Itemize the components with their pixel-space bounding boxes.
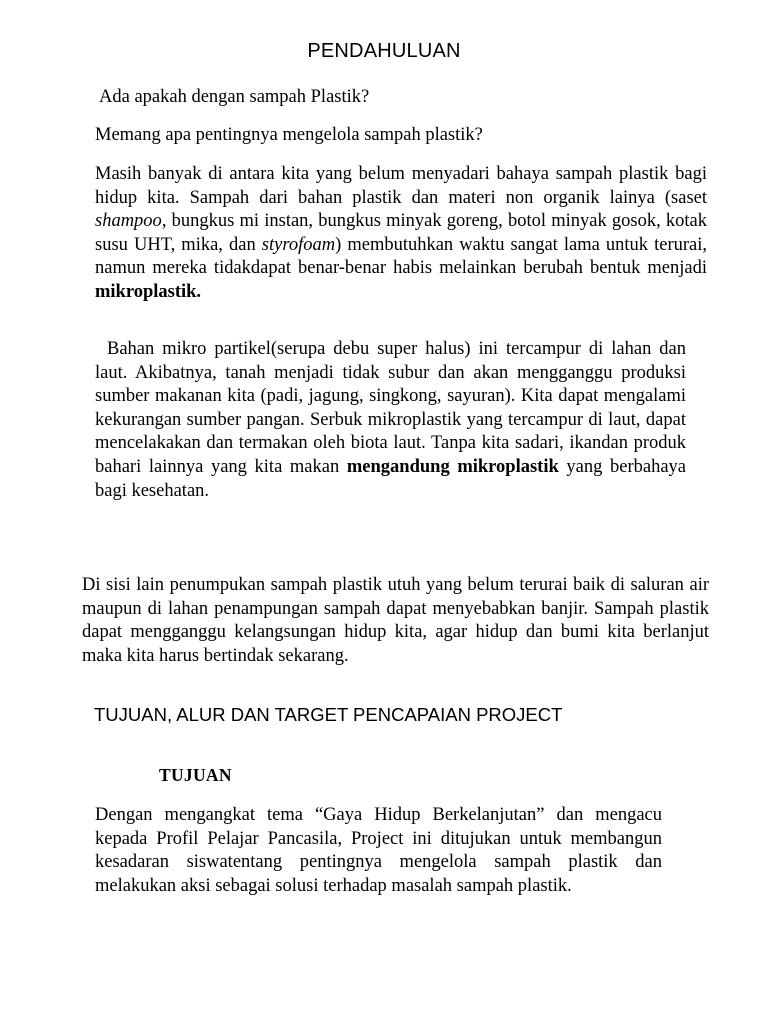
paragraph-microplastic [95, 338, 686, 503]
paragraph-intro-text-a: Masih banyak di antara kita yang belum menyadari bahaya sampah plastik bagi hidup kita. Sampah dari bahan plastik dan materi non organik lainya (saset [95, 164, 707, 208]
paragraph-intro-italic-shampoo: shampoo [95, 211, 162, 232]
page-title: PENDAHULUAN [307, 40, 461, 62]
paragraph-intro-text-b: , bungkus mi instan, bungkus minyak goreng, botol minyak gosok, kotak susu UHT, mika, dan [95, 211, 707, 255]
paragraph-microplastic-text-a: Bahan mikro partikel(serupa debu super halus) ini tercampur di lahan dan laut. Akibatnya, tanah menjadi tidak subur dan akan mengganggu produksi sumber makanan kita (padi, jagung, singkong, sayuran). Kita dapat mengalami kekurangan sumber pangan. Serbuk mikroplastik yang tercampur di laut, dapat mencelakakan dan termakan oleh biota laut. Tanpa kita sadari, ikandan produk bahari lainnya yang kita makan [95, 339, 686, 477]
question-2: Memang apa pentingnya mengelola sampah plastik? [95, 125, 483, 145]
subheading-tujuan: TUJUAN [159, 765, 232, 785]
paragraph-microplastic-text-b: yang berbahaya bagi kesehatan. [95, 456, 687, 501]
question-1: Ada apakah dengan sampah Plastik? [99, 87, 370, 107]
paragraph-intro-italic-styrofoam: styrofoam [261, 234, 336, 255]
paragraph-intro-bold-mikroplastik: mikroplastik. [95, 281, 202, 302]
paragraph-intro [95, 163, 707, 305]
paragraph-tujuan: Dengan mengangkat tema “Gaya Hidup Berkelanjutan” dan mengacu kepada Profil Pelajar Pancasila, Project ini ditujukan untuk membangun kesadaran siswatentang pentingnya mengelola sampah plastik dan melakukan aksi sebagai solusi terhadap masalah sampah plastik. [95, 805, 662, 896]
paragraph-flooding: Di sisi lain penumpukan sampah plastik utuh yang belum terurai baik di saluran air maupun di lahan penampungan sampah dapat menyebabkan banjir. Sampah plastik dapat mengganggu kelangsungan hidup kita, agar hidup dan bumi kita berlanjut maka kita harus bertindak sekarang. [82, 575, 709, 666]
section-heading: TUJUAN, ALUR DAN TARGET PENCAPAIAN PROJECT [94, 704, 563, 725]
paragraph-microplastic-bold: mengandung mikroplastik [346, 456, 559, 477]
paragraph-intro-text-c: ) membutuhkan waktu sangat lama untuk terurai, namun mereka tidakdapat benar-benar habis melainkan berubah bentuk menjadi [95, 234, 707, 279]
